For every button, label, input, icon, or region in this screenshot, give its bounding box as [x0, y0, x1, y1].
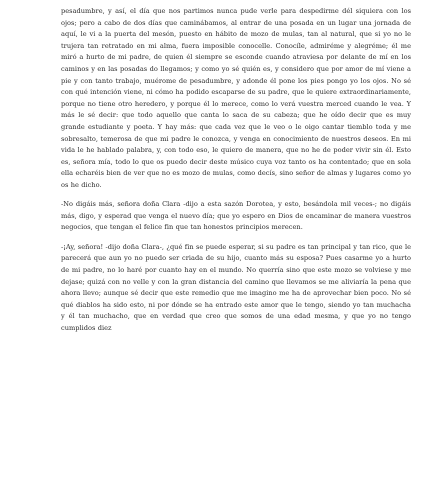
paragraph-clara-lament: -¡Ay, señora! -dijo doña Clara-, ¿qué fin se puede esperar, si su padre es tan principal y tan rico, que le parecerá que aun yo no puedo ser criada de su hijo, cuanto más su esposa? Pues casarme yo a hurto de mi padre, no lo haré por cuanto hay en el mundo. No querría sino que este mozo se volviese y me dejase; quizá con no velle y con la gran distancia del camino que llevamos se me aliviaría la pena que ahora llevo; aunque sé decir que este remedio que me imagino me ha de aprovechar bien poco. No sé qué diablos ha sido esto, ni por dónde se ha entrado este amor que le tengo, siendo yo tan muchacha y él tan muchacho, que en verdad que creo que somos de una edad mesma, y que yo no tengo cumplidos diez [61, 242, 411, 333]
paragraph-dorotea-reply: -No digáis más, señora doña Clara -dijo a esta sazón Dorotea, y esto, besándola mil veces-; no digáis más, digo, y esperad que venga el nuevo día; que yo espero en Dios de encaminar de manera vuestros negocios, que tengan el felice fin que tan honestos principios merecen. [61, 200, 411, 232]
paragraph-clara-story: pesadumbre, y así, el día que nos partimos nunca pude verle para despedirme dél siquiera con los ojos; pero a cabo de dos días que caminábamos, al entrar de una posada en un lugar una jornada de aquí, le vi a la puerta del mesón, puesto en hábito de mozo de mulas, tan al natural, que si yo no le trujera tan retratado en mi alma, fuera imposible conocelle. Conocíle, admiréme y alegréme; él me miró a hurto de mi padre, de quien él siempre se esconde cuando atraviesa por delante de mí en los caminos y en las posadas do llegamos; y como yo sé quién es, y considero que por amor de mí viene a pie y con tanto trabajo, muérome de pesadumbre, y adonde él pone los pies pongo yo los ojos. No sé con qué intención viene, ni cómo ha podido escaparse de su padre, que le quiere extraordinariamente, porque no tiene otro heredero, y porque él lo merece, como lo verá vuestra merced cuando le vea. Y más le sé decir: que todo aquello que canta lo saca de su cabeza; que he oído decir que es muy grande estudiante y poeta. Y hay más: que cada vez que le veo o le oigo cantar tiemblo toda y me sobresalto, temerosa de que mi padre le conozca, y venga en conocimiento de nuestros deseos. En mi vida le he hablado palabra, y, con todo eso, le quiero de manera, que no he de poder vivir sin él. Esto es, señora mía, todo lo que os puedo decir deste músico cuya voz tanto os ha contentado; que en sola ella echaréis bien de ver que no es mozo de mulas, como decís, sino señor de almas y lugares como yo os he dicho. [61, 7, 411, 189]
